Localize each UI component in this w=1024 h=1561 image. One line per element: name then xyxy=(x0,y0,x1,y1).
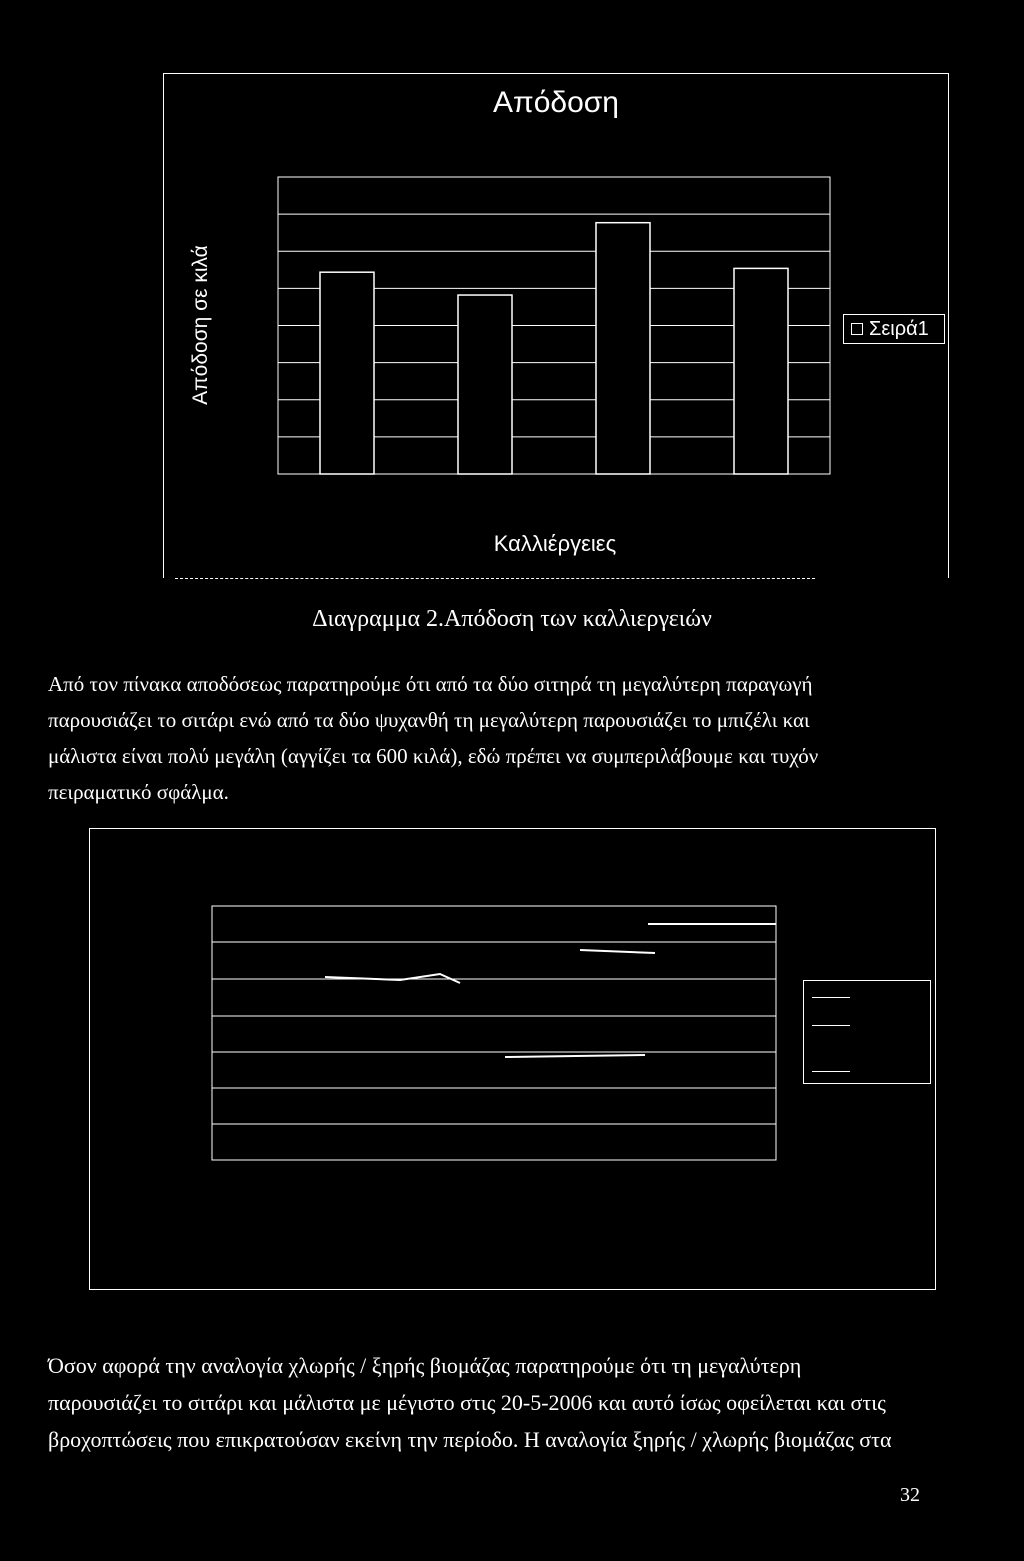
chart-bars xyxy=(320,223,788,474)
page-number: 32 xyxy=(900,1484,920,1506)
chart-title: Απόδοση xyxy=(493,86,619,119)
paragraph-line: βροχοπτώσεις που επικρατούσαν εκείνη την περίοδο. Η αναλογία ξηρής / χλωρής βιομάζας στα xyxy=(48,1427,892,1452)
bar xyxy=(320,272,374,474)
paragraph-line: Όσον αφορά την αναλογία χλωρής / ξηρής βιομάζας παρατηρούμε ότι τη μεγαλύτερη xyxy=(48,1353,802,1378)
legend-line-3 xyxy=(812,1071,850,1072)
paragraph-line: παρουσιάζει το σιτάρι και μάλιστα με μέγιστο στις 20-5-2006 και αυτό ίσως οφείλεται και στις xyxy=(48,1390,886,1415)
separator-line xyxy=(175,578,815,579)
second-chart-legend xyxy=(803,980,931,1084)
bar xyxy=(458,295,512,474)
legend-swatch xyxy=(851,323,863,335)
legend-line-2 xyxy=(812,1025,850,1026)
x-axis-label: Καλλιέργειες xyxy=(493,531,617,556)
bar xyxy=(734,268,788,474)
bar xyxy=(596,223,650,474)
paragraph-line: παρουσιάζει το σιτάρι ενώ από τα δύο ψυχανθή τη μεγαλύτερη παρουσιάζει το μπιζέλι και xyxy=(48,708,810,732)
legend-line-1 xyxy=(812,997,850,998)
figure-caption: Διαγραμμα 2.Απόδοση των καλλιεργειών xyxy=(312,606,712,632)
paragraph-line: Από τον πίνακα αποδόσεως παρατηρούμε ότι από τα δύο σιτηρά τη μεγαλύτερη παραγωγή xyxy=(48,672,813,696)
paragraph-line: μάλιστα είναι πολύ μεγάλη (αγγίζει τα 600 κιλά), εδώ πρέπει να συμπεριλάβουμε και τυχόν xyxy=(48,744,819,768)
chart-legend xyxy=(843,314,945,344)
paragraph-line: πειραματικό σφάλμα. xyxy=(48,780,229,804)
legend-label: Σειρά1 xyxy=(869,317,929,340)
